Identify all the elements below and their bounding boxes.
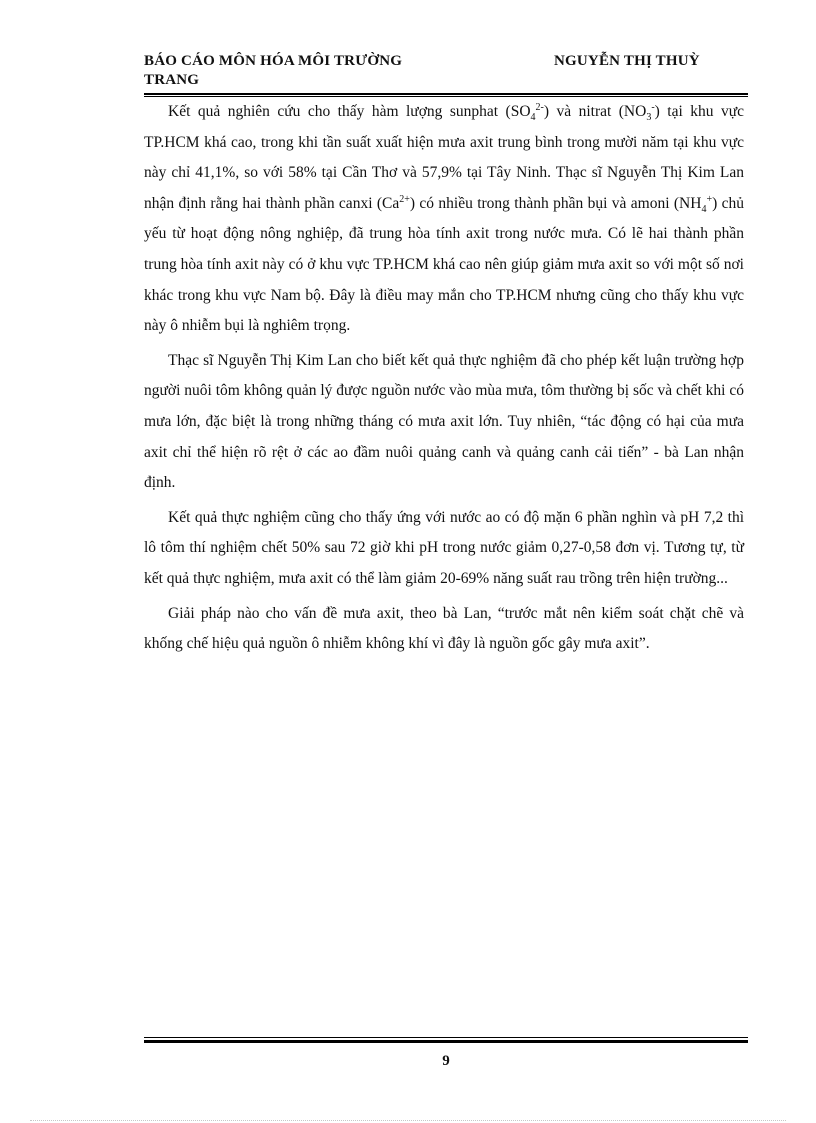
header-report-title: BÁO CÁO MÔN HÓA MÔI TRƯỜNG TRANG [144,53,403,88]
paragraph-sulfate-nitrate [144,97,744,342]
paragraph-shrimp-farming: Thạc sĩ Nguyễn Thị Kim Lan cho biết kết quả thực nghiệm đã cho phép kết luận trường hợp người nuôi tôm không quản lý được nguồn nước vào mùa mưa, tôm thường bị sốc và chết khi có mưa lớn, đặc biệt là trong những tháng có mưa axit lớn. Tuy nhiên, “tác động có hại của mưa axit chỉ thể hiện rõ rệt ở các ao đầm nuôi quảng canh và quảng canh cải tiến” - bà Lan nhận định. [144,351,744,492]
paragraph-text: ) chủ yếu từ hoạt động nông nghiệp, đã trung hòa tính axit trong nước mưa. Có lẽ hai thành phần trung hòa tính axit này có ở khu vực TP.HCM khá cao nên giúp giảm mưa axit so với một số nơi khác trong khu vực Nam bộ. Đây là điều may mắn cho TP.HCM nhưng cũng cho thấy khu vực này ô nhiễm bụi là nghiêm trọng. [144,194,744,335]
document-body [144,97,744,660]
paragraph-solution: Giải pháp nào cho vấn đề mưa axit, theo bà Lan, “trước mắt nên kiểm soát chặt chẽ và khống chế hiệu quả nguồn ô nhiễm không khí vì đây là nguồn gốc gây mưa axit”. [144,604,744,653]
superscript: - [651,101,655,113]
subscript: 4 [701,203,707,215]
page-header [144,52,748,92]
superscript: + [706,193,713,205]
page-bottom-edge [30,1120,786,1121]
header-author-name: NGUYỄN THỊ THUỲ [554,53,700,69]
paragraph-text: ) có nhiều trong thành phần bụi và amoni (NH [409,194,702,212]
page-number: 9 [442,1053,450,1069]
paragraph-experiment-results: Kết quả thực nghiệm cũng cho thấy ứng với nước ao có độ mặn 6 phần nghìn và pH 7,2 thì lô tôm thí nghiệm chết 50% sau 72 giờ khi pH trong nước giảm 0,27-0,58 đơn vị. Tương tự, từ kết quả thực nghiệm, mưa axit có thể làm giảm 20-69% năng suất rau trồng trên hiện trường... [144,508,744,587]
paragraph-text: ) tại khu vực TP.HCM khá cao, trong khi tần suất xuất hiện mưa axit trung bình trong mười năm tại khu vực này chỉ 41,1%, so với 58% tại Cần Thơ và 57,9% tại Tây Ninh. Thạc sĩ Nguyễn Thị Kim Lan nhận định rằng hai thành phần canxi (Ca [144,103,744,212]
paragraph-text: Kết quả nghiên cứu cho thấy hàm lượng sunphat (SO [168,103,531,120]
subscript: 3 [646,112,652,124]
footer-divider [144,1037,748,1043]
superscript: 2- [535,101,544,113]
paragraph-text: ) và nitrat (NO [543,103,647,120]
subscript: 4 [530,112,536,124]
superscript: 2+ [399,193,410,205]
